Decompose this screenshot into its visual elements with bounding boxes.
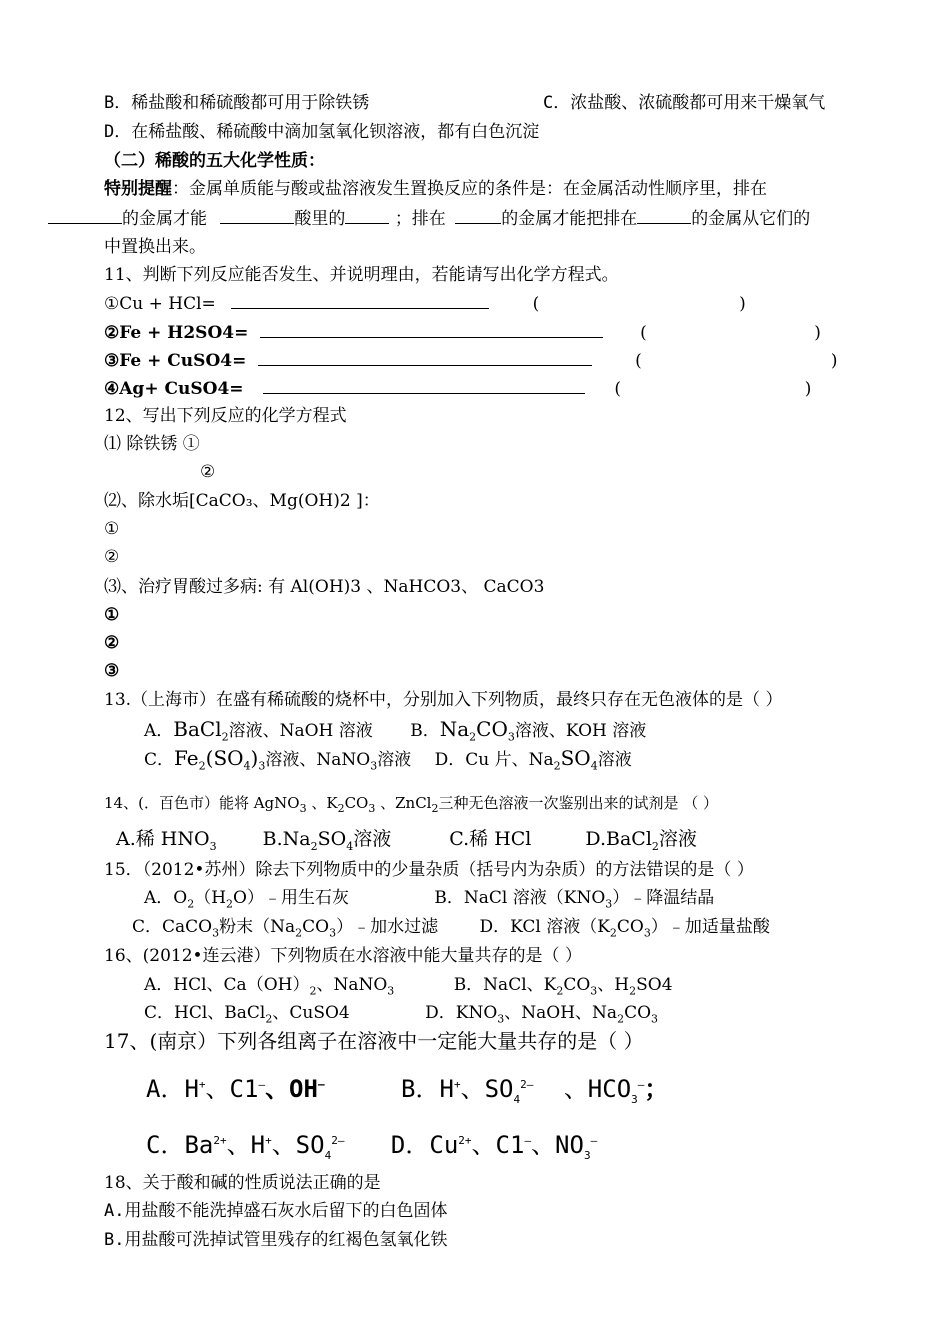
q13-a-rest: 溶液、NaOH 溶液 bbox=[228, 721, 373, 741]
section-heading: （二）稀酸的五大化学性质： bbox=[104, 151, 325, 171]
q12-part-3: ⑶、治疗胃酸过多病: 有 Al(OH)3 、NaHCO3、 CaCO3 bbox=[104, 577, 545, 597]
tip-line-3: 中置换出来。 bbox=[104, 237, 206, 257]
q14-stem-a: 14、(．百色市）能将 AgNO bbox=[104, 794, 300, 812]
q12-part-3c: ③ bbox=[104, 661, 120, 681]
q17-a-b: 、C1 bbox=[205, 1075, 259, 1103]
q14-stem-e: 三种无色溶液一次鉴别出来的试剂是 （ ） bbox=[438, 794, 719, 812]
q16-b-d: SO4 bbox=[636, 975, 673, 995]
q13-c-label: C． bbox=[144, 750, 175, 770]
tip-text-2b: 酸里的 bbox=[294, 209, 346, 229]
reaction-1-reason[interactable]: ( ) bbox=[532, 294, 746, 314]
q11-reaction-1 bbox=[104, 292, 746, 315]
q13-b-label: B． bbox=[410, 721, 440, 741]
q14-option-c: C.稀 HCl bbox=[449, 828, 532, 850]
q16-stem: 16、(2012•连云港）下列物质在水溶液中能大量共存的是（ ） bbox=[104, 946, 582, 966]
q17-d-c: 、NO bbox=[531, 1131, 584, 1159]
q13-c-formula: Fe bbox=[174, 746, 199, 770]
q15-options-ab: A．$O_2(H_2O)﹣$用生石灰 B．NaCl 溶液$(KNO_3)﹣$降温结晶 bbox=[144, 888, 715, 911]
q14-options: A.稀 $HNO_3$ $B.Na_2SO_4$溶液 C.稀 HCl D.BaCl$_2$溶液 bbox=[116, 828, 697, 853]
tip-text-2c: ；排在 bbox=[394, 209, 446, 229]
q18-option-b: B.用盐酸可洗掉试管里残存的红褐色氢氧化铁 bbox=[104, 1230, 448, 1250]
q14-option-b: B.Na bbox=[262, 828, 311, 850]
q13-a-formula: BaCl bbox=[173, 717, 222, 741]
q10-option-d: D．在稀盐酸、稀硫酸中滴加氢氧化钡溶液，都有白色沉淀 bbox=[104, 122, 540, 142]
q14-option-d-rest: 溶液 bbox=[658, 828, 697, 850]
reaction-4-label: ④Ag+ CuSO4= bbox=[104, 379, 244, 399]
q12-part-2a: ① bbox=[104, 519, 120, 539]
q16-d-c: CO bbox=[624, 1003, 652, 1023]
blank-4[interactable] bbox=[455, 207, 501, 224]
q17-options-ab: A．H+、C1—、OH— B．H+、$SO_4^{2—}$ 、$HCO_3^—$； bbox=[146, 1075, 669, 1106]
q16-option-a: A．HCl、Ca（OH） bbox=[144, 975, 310, 995]
q14-stem: 14、(．百色市）能将 AgNO$_3$ 、$K_2CO_3$ 、ZnCl$_2$三种无色溶液一次鉴别出来的试剂是 （ ） bbox=[104, 794, 719, 815]
q15-c-d: ）﹣加水过滤 bbox=[336, 917, 439, 937]
q17-options-cd: C．$Ba^{2+}$、H+、$SO_4^{2—}$ D．$Cu^{2+}$、C1—、$NO_3^—$ bbox=[146, 1131, 598, 1162]
q17-option-c: C．Ba bbox=[146, 1131, 214, 1159]
q11-reaction-3 bbox=[104, 349, 838, 372]
q13-c-rest: 溶液、NaNO bbox=[265, 750, 371, 770]
q16-c-rest: 、CuSO4 bbox=[272, 1003, 350, 1023]
q15-a-a: A．O bbox=[144, 888, 188, 908]
reaction-3-label: ③Fe + CuSO4= bbox=[104, 351, 247, 371]
q15-options-cd: C．CaCO$_3$粉末$(Na_2CO_3)﹣$加水过滤 D．KCl 溶液$(K_2CO_3)﹣$加适量盐酸 bbox=[132, 917, 770, 940]
blank-1[interactable] bbox=[48, 207, 122, 224]
q17-b-d: ； bbox=[644, 1075, 669, 1103]
q14-stem-c: CO bbox=[344, 794, 369, 812]
q13-stem: 13.（上海市）在盛有稀硫酸的烧杯中，分别加入下列物质，最终只存在无色液体的是（ ） bbox=[104, 690, 783, 710]
q16-options-ab: A．HCl、$Ca(OH)_2$、NaNO$_3$ B．NaCl、$K_2CO_3$、$H_2SO4$ bbox=[144, 975, 673, 998]
q16-option-c: C．HCl、BaCl bbox=[144, 1003, 266, 1023]
blank-2[interactable] bbox=[220, 207, 294, 224]
q13-b-formula: Na bbox=[439, 717, 470, 741]
tip-text-2a: 的金属才能 bbox=[122, 209, 207, 229]
q11-reaction-2 bbox=[104, 321, 821, 344]
q10-option-c: C．浓盐酸、浓硫酸都可用来干燥氧气 bbox=[543, 93, 826, 113]
q17-b-c: 、HCO bbox=[563, 1075, 632, 1103]
q16-option-d: D．KNO bbox=[425, 1003, 498, 1023]
q16-option-b: B．NaCl、K bbox=[453, 975, 557, 995]
tip-text-1: ：金属单质能与酸或盐溶液发生置换反应的条件是：在金属活动性顺序里，排在 bbox=[172, 179, 767, 199]
q11-stem: 11、判断下列反应能否发生、并说明理由，若能请写出化学方程式。 bbox=[104, 265, 619, 285]
q13-a-label: A． bbox=[144, 721, 174, 741]
q17-option-b: B．H bbox=[401, 1075, 454, 1103]
q17-option-a: A．H bbox=[146, 1075, 199, 1103]
reaction-4-reason[interactable]: ( ) bbox=[614, 379, 812, 399]
q17-option-d: D．Cu bbox=[390, 1131, 459, 1159]
q17-d-b: 、C1 bbox=[471, 1131, 525, 1159]
q12-stem: 12、写出下列反应的化学方程式 bbox=[104, 406, 347, 426]
tip-label: 特别提醒 bbox=[104, 179, 172, 199]
reaction-3-reason[interactable]: ( ) bbox=[635, 351, 838, 371]
tip-text-2d: 的金属才能把排在 bbox=[501, 209, 638, 229]
q17-c-c: 、SO bbox=[271, 1131, 325, 1159]
q15-d-a: D．KCl 溶液（K bbox=[479, 917, 610, 937]
q12-part-2: ⑵、除水垢[CaCO₃、Mg(OH)2 ]： bbox=[104, 491, 380, 511]
q15-d-c: ）﹣加适量盐酸 bbox=[650, 917, 770, 937]
q14-stem-b: 、K bbox=[306, 794, 338, 812]
q12-part-3b: ② bbox=[104, 633, 120, 653]
reaction-2-label: ②Fe + H2SO4= bbox=[104, 323, 249, 343]
q17-b-b: 、SO bbox=[460, 1075, 514, 1103]
q14-option-a: A.稀 HNO bbox=[116, 828, 210, 850]
reaction-4-answer[interactable] bbox=[263, 377, 585, 394]
q15-d-b: CO bbox=[616, 917, 644, 937]
q17-a-c: 、OH bbox=[265, 1075, 318, 1103]
q15-option-b-rest: ）﹣降温结晶 bbox=[612, 888, 715, 908]
q16-b-b: CO bbox=[563, 975, 591, 995]
reaction-2-reason[interactable]: ( ) bbox=[640, 323, 821, 343]
q13-d-rest: 溶液 bbox=[597, 750, 632, 770]
q15-c-c: CO bbox=[302, 917, 330, 937]
q15-option-b: B．NaCl 溶液（KNO bbox=[434, 888, 606, 908]
q16-b-c: 、H bbox=[597, 975, 630, 995]
reaction-3-answer[interactable] bbox=[258, 349, 592, 366]
blank-5[interactable] bbox=[637, 207, 691, 224]
q15-c-b: 粉末（Na bbox=[219, 917, 296, 937]
reaction-1-label: ①Cu + HCl= bbox=[104, 294, 216, 314]
reaction-1-answer[interactable] bbox=[231, 292, 489, 309]
reaction-2-answer[interactable] bbox=[260, 321, 603, 338]
q13-options-ab: A．BaCl$_2$溶液、NaOH 溶液 B．$Na_2CO_3$溶液、KOH 溶液 bbox=[144, 717, 647, 744]
q18-stem: 18、关于酸和碱的性质说法正确的是 bbox=[104, 1173, 381, 1193]
q16-a-rest: 、NaNO bbox=[316, 975, 388, 995]
q12-part-2b: ② bbox=[104, 547, 120, 567]
q10-option-b: B．稀盐酸和稀硫酸都可用于除铁锈 bbox=[104, 93, 370, 113]
q13-options-cd: C．$Fe_2(SO_4)_3$溶液、NaNO$_3$溶液 D．Cu 片、$Na_2SO_4$溶液 bbox=[144, 746, 632, 773]
tip-text-2e: 的金属从它们的 bbox=[691, 209, 811, 229]
q12-part-3a: ① bbox=[104, 605, 120, 625]
q14-stem-d: 、ZnCl bbox=[375, 794, 432, 812]
q15-a-b: （H bbox=[194, 888, 227, 908]
q15-stem: 15．（2012•苏州）除去下列物质中的少量杂质（括号内为杂质）的方法错误的是（ ） bbox=[104, 860, 754, 880]
q11-reaction-4 bbox=[104, 377, 811, 400]
q17-c-b: 、H bbox=[226, 1131, 266, 1159]
q16-d-b: 、NaOH、Na bbox=[504, 1003, 618, 1023]
tip-line-2 bbox=[48, 207, 810, 230]
q15-c-a: C．CaCO bbox=[132, 917, 213, 937]
q14-option-d: D.BaCl bbox=[585, 828, 652, 850]
blank-3[interactable] bbox=[345, 207, 389, 224]
q12-part-1b: ② bbox=[200, 462, 216, 482]
q12-part-1: ⑴ 除铁锈 ① bbox=[104, 434, 200, 454]
q18-option-a: A.用盐酸不能洗掉盛石灰水后留下的白色固体 bbox=[104, 1201, 448, 1221]
q13-d-text: D．Cu 片、Na bbox=[434, 750, 554, 770]
q17-stem: 17、(南京）下列各组离子在溶液中一定能大量共存的是（ ） bbox=[104, 1029, 644, 1053]
q13-b-rest: 溶液、KOH 溶液 bbox=[514, 721, 647, 741]
q15-a-c: O）﹣用生石灰 bbox=[233, 888, 349, 908]
q14-option-b-rest: 溶液 bbox=[353, 828, 392, 850]
tip-line-1 bbox=[104, 178, 767, 200]
q13-c-rest2: 溶液 bbox=[377, 750, 412, 770]
q16-options-cd: C．HCl、BaCl$_2$、CuSO4 D．$KNO_3$、NaOH、$Na_2CO_3$ bbox=[144, 1003, 659, 1026]
